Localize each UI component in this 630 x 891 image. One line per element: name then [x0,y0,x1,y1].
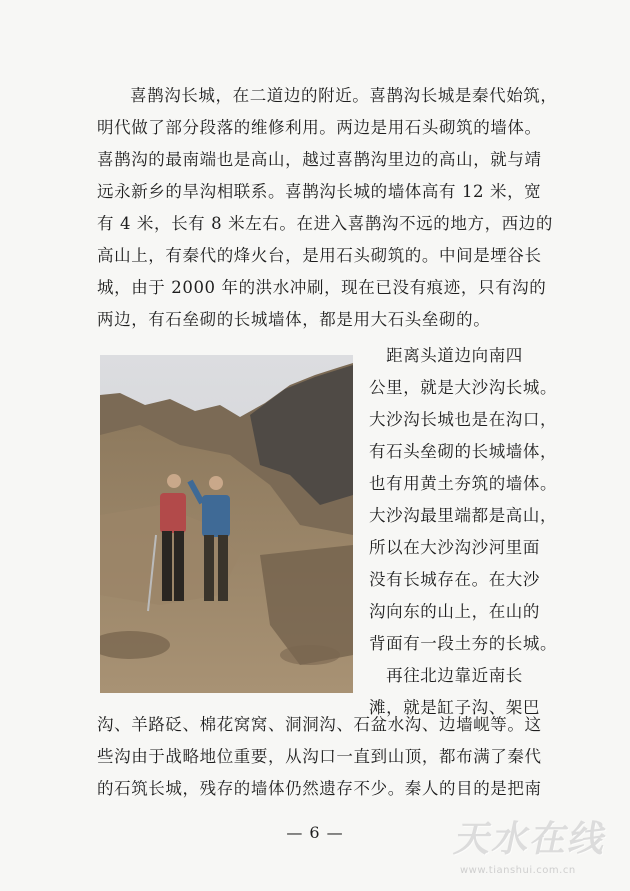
text-line: 再往北边靠近南长 [369,666,523,685]
text-line: 公里，就是大沙沟长城。 [369,378,558,397]
text-line: 大沙沟最里端都是高山， [369,506,558,525]
text-line: 远永新乡的旱沟相联系。喜鹊沟长城的墙体高有 12 米，宽 [97,182,542,201]
text-line: 背面有一段土夯的长城。 [369,634,558,653]
watermark-logo: 天水在线 [451,819,612,860]
text-line: 喜鹊沟长城，在二道边的附近。喜鹊沟长城是秦代始筑， [130,86,558,105]
text-line: 高山上，有秦代的烽火台，是用石头砌筑的。中间是堙谷长 [97,246,542,265]
text-line: 有 4 米，长有 8 米左右。在进入喜鹊沟不远的地方，西边的 [97,214,553,233]
text-line: 的石筑长城，残存的墙体仍然遗存不少。秦人的目的是把南 [97,779,542,798]
watermark-url: www.tianshui.com.cn [460,865,576,876]
text-line: 些沟由于战略地位重要，从沟口一直到山顶，都布满了秦代 [97,747,542,766]
text-line: 明代做了部分段落的维修利用。两边是用石头砌筑的墙体。 [97,118,542,137]
text-line: 没有长城存在。在大沙 [369,570,540,589]
text-line: 沟向东的山上，在山的 [369,602,540,621]
text-line: 有石头垒砌的长城墙体， [369,442,558,461]
photo-two-men-mountain [100,355,353,693]
text-line: 大沙沟长城也是在沟口， [369,410,558,429]
text-line: 距离头道边向南四 [369,346,523,365]
paragraph-continued [97,709,542,805]
paragraph-xique-gou [97,80,558,336]
text-line: 城，由于 2000 年的洪水冲刷，现在已没有痕迹，只有沟的 [97,278,547,297]
text-line: 滩，就是缸子沟、架巴 [369,698,540,717]
page-number: — 6 — [286,823,344,842]
watermark [448,811,626,883]
text-line: 所以在大沙沟沙河里面 [369,538,540,557]
text-line: 也有用黄土夯筑的墙体。 [369,474,558,493]
text-line: 喜鹊沟的最南端也是高山，越过喜鹊沟里边的高山，就与靖 [97,150,542,169]
text-line: 两边，有石垒砌的长城墙体，都是用大石头垒砌的。 [97,310,491,329]
paragraph-dasha-gou [369,340,557,724]
text-line: 沟、羊路砭、棉花窝窝、洞洞沟、石盆水沟、边墙岘等。这 [97,715,542,734]
